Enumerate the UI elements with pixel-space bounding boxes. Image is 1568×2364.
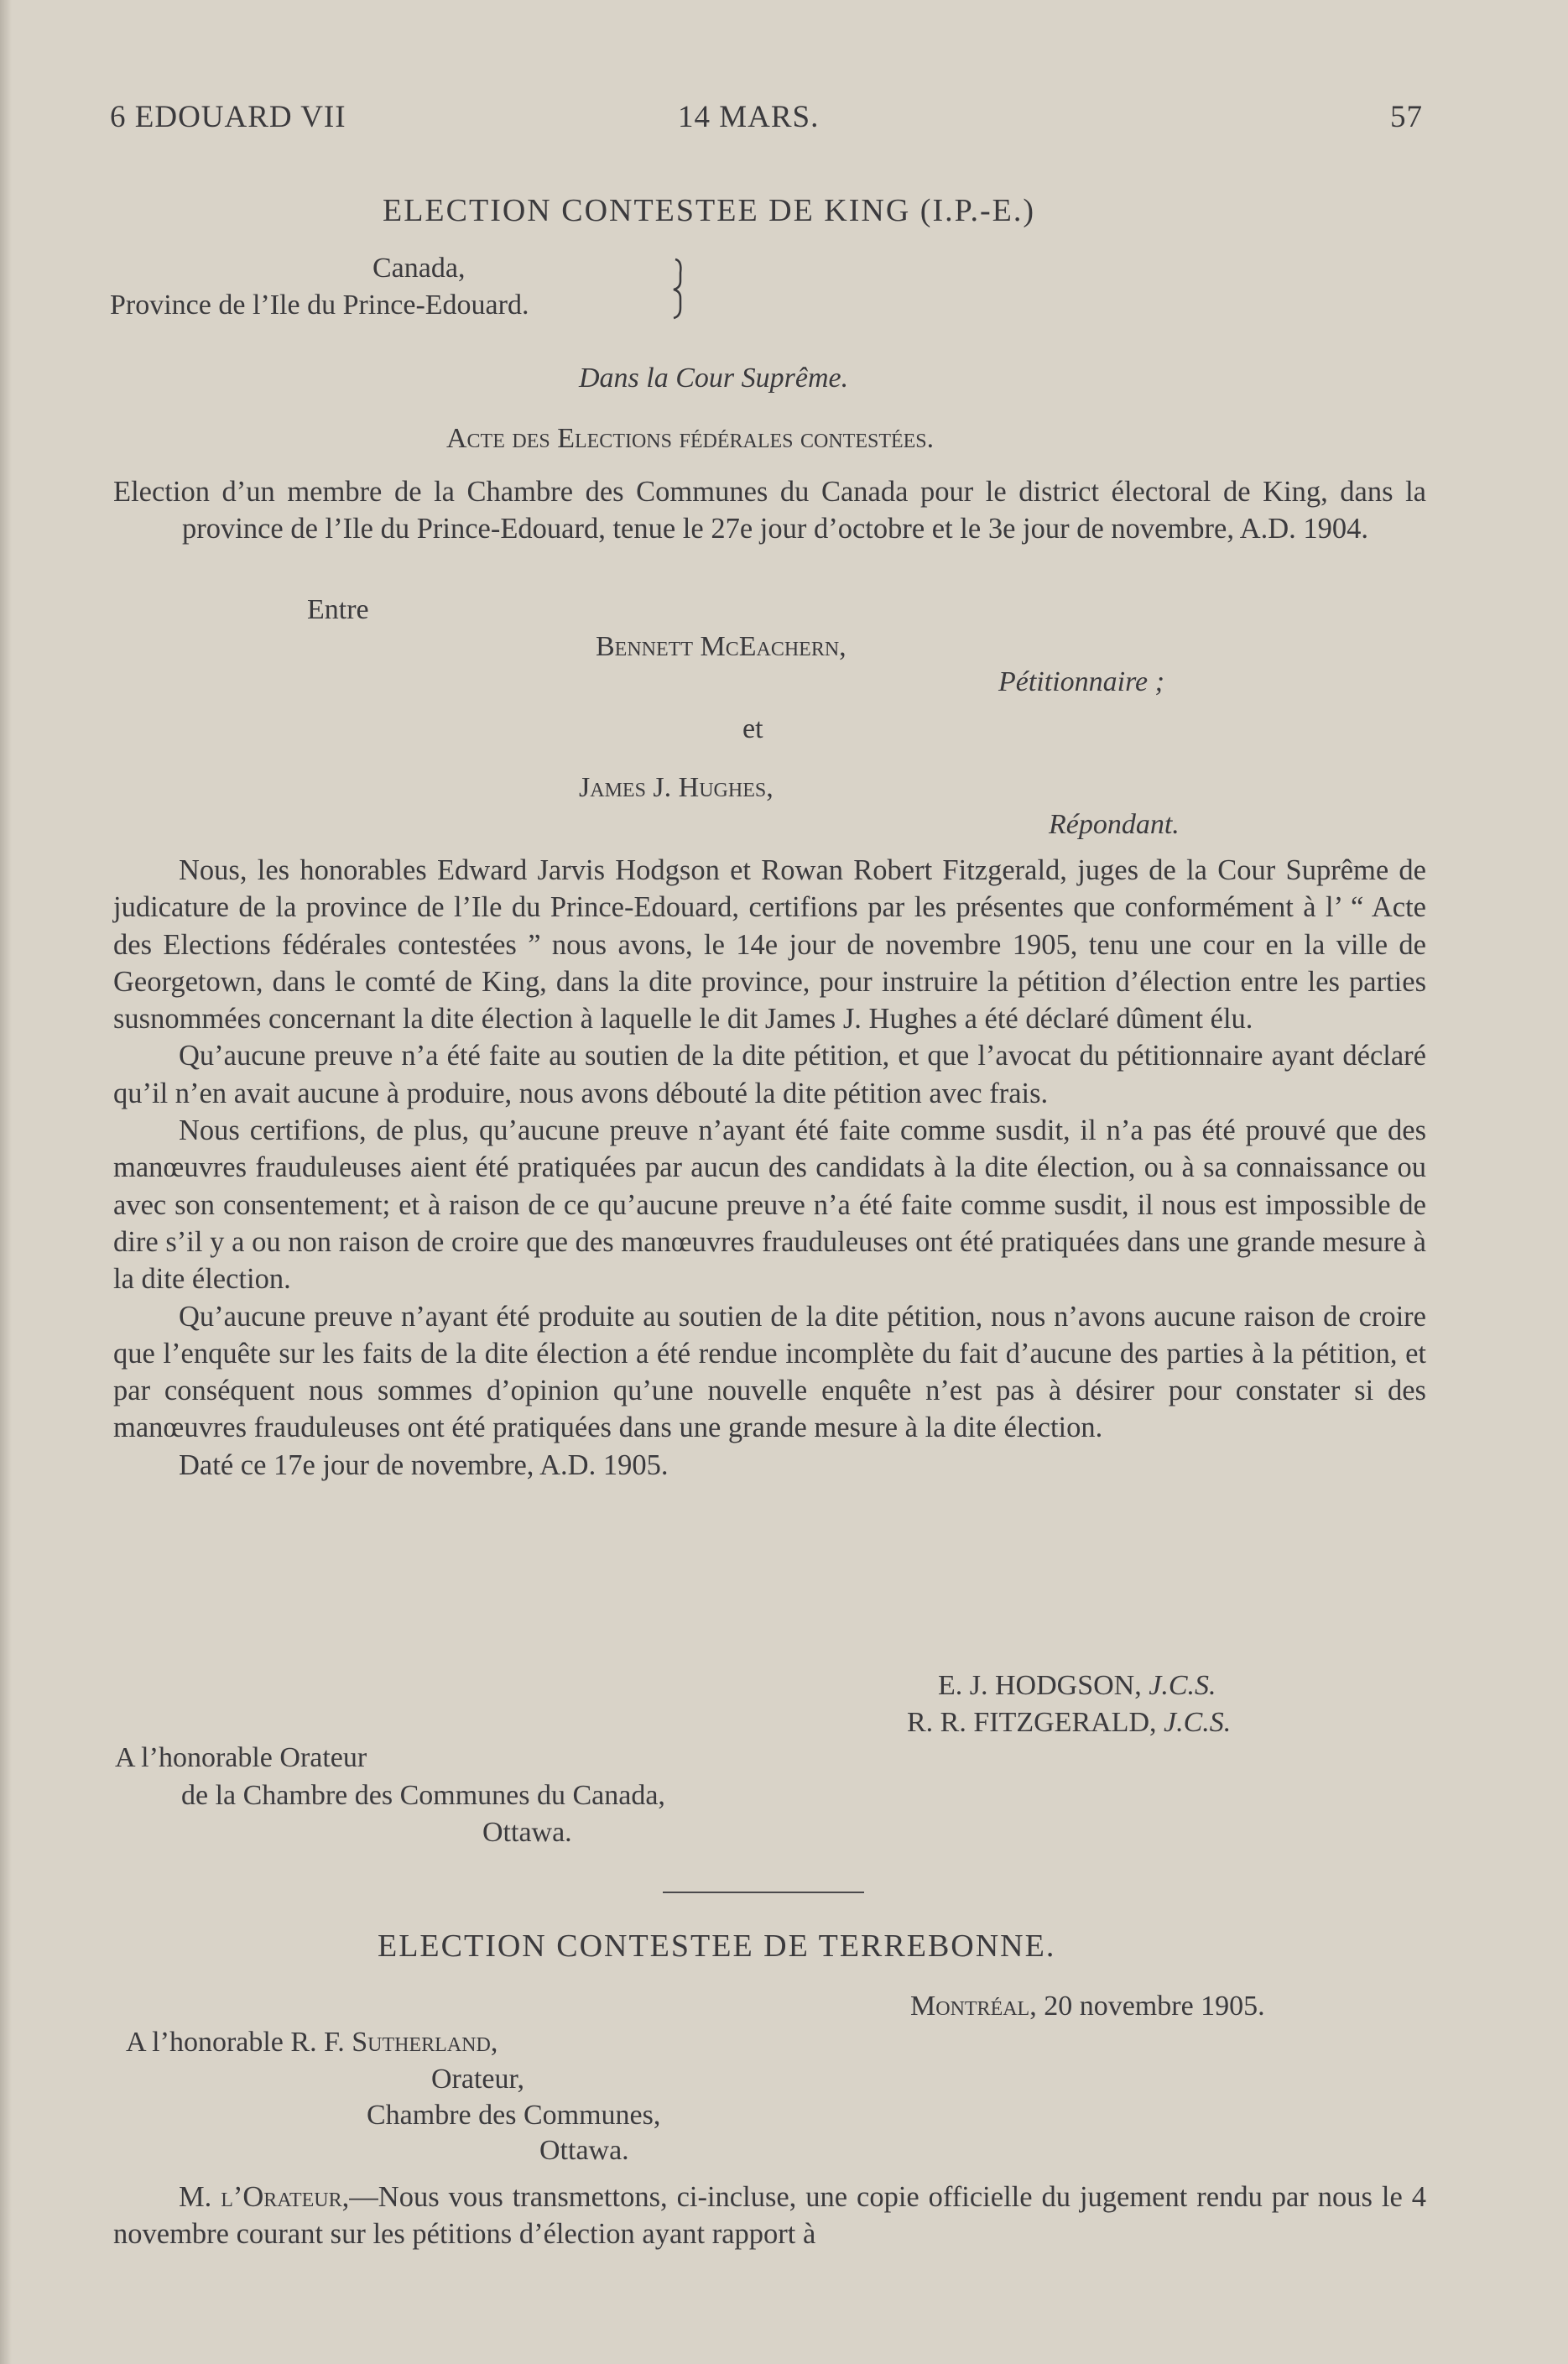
recipient-prefix: A l’honorable R. F.	[126, 2027, 345, 2058]
addressee-line1: A l’honorable Orateur	[115, 1742, 367, 1773]
paragraph-3: Nous certifions, de plus, qu’aucune preuve n’ayant été faite comme susdit, il n’a pas été prouvé que des manœuvres frauduleuses aient été pratiquées par aucun des candidats à la dite élection, ou à sa connaissance ou avec son consentement; et à raison de ce qu’aucune preuve n’a été faite comme susdit, il nous est impossible de dire s’il y a ou non raison de croire que des manœuvres frauduleuses ont été pratiquées dans une grande mesure à la dite élection.	[113, 1114, 1426, 1296]
venue-line1: Canada,	[372, 253, 466, 284]
recipient-line3: Chambre des Communes,	[367, 2100, 661, 2131]
between-label: Entre	[307, 594, 369, 625]
header-left: 6 EDOUARD VII	[110, 100, 346, 134]
signature-2	[907, 1707, 1231, 1739]
page-edge-shadow	[0, 0, 12, 2364]
recipient-line1	[126, 2027, 497, 2059]
salutation: M. l’Orateur,	[179, 2181, 350, 2213]
recipient-name: Sutherland,	[352, 2027, 498, 2058]
act-name: Acte des Elections fédérales contestées.	[446, 423, 935, 454]
and-label: et	[742, 713, 763, 744]
intro-paragraph-block	[113, 473, 1426, 548]
respondent-name: James J. Hughes,	[579, 772, 774, 803]
letter-place: Montréal,	[910, 1991, 1037, 2022]
signer2-name: R. R. FITZGERALD,	[907, 1707, 1157, 1738]
signer1-name: E. J. HODGSON,	[938, 1670, 1142, 1701]
petitioner-name: Bennett McEachern,	[596, 631, 847, 662]
paragraph-1: Nous, les honorables Edward Jarvis Hodgson et Rowan Robert Fitzgerald, juges de la Cour Suprême de judicature de la province de l’Ile du Prince-Edouard, certifions par les présentes que conformément à l’ “ Acte des Elections fédérales contestées ” nous avons, le 14e jour de novembre 1905, tenu une cour en la ville de Georgetown, dans le comté de King, dans la dite province, pour instruire la pétition d’élection entre les parties susnommées concernant la dite élection à laquelle le dit James J. Hughes a été déclaré dûment élu.	[113, 854, 1426, 1036]
section-divider	[663, 1892, 864, 1893]
signer1-title: J.C.S.	[1149, 1670, 1216, 1701]
venue-line2: Province de l’Ile du Prince-Edouard.	[110, 290, 529, 321]
header-center: 14 MARS.	[678, 100, 820, 134]
respondent-role: Répondant.	[1049, 809, 1180, 840]
signer2-title: J.C.S.	[1164, 1707, 1232, 1738]
intro-paragraph: Election d’un membre de la Chambre des Communes du Canada pour le district électoral de King, dans la province de l’Ile du Prince-Edouard, tenue le 27e jour d’octobre et le 3e jour de novembre, A.D. 1904.	[113, 476, 1426, 545]
section-title-king: ELECTION CONTESTEE DE KING (I.P.-E.)	[383, 193, 1036, 228]
petitioner-role: Pétitionnaire ;	[998, 666, 1164, 697]
recipient-line2: Orateur,	[431, 2064, 524, 2095]
addressee-line3: Ottawa.	[482, 1817, 572, 1848]
letter-paragraph-1	[113, 2179, 1426, 2253]
letter-text: —Nous vous transmettons, ci-incluse, une copie officielle du jugement rendu par nous le 4 novembre courant sur les pétitions d’élection ayant rapport à	[113, 2181, 1426, 2251]
page-number: 57	[1390, 100, 1423, 134]
place-date	[910, 1991, 1265, 2022]
dated-line: Daté ce 17e jour de novembre, A.D. 1905.	[179, 1448, 669, 1481]
judgment-text	[113, 852, 1426, 1484]
letter-body	[113, 2179, 1426, 2253]
brace-icon	[670, 256, 692, 320]
court-name: Dans la Cour Suprême.	[579, 363, 849, 394]
paragraph-4: Qu’aucune preuve n’ayant été produite au soutien de la dite pétition, nous n’avons aucune raison de croire que l’enquête sur les faits de la dite élection a été rendue incomplète du fait d’aucune des parties à la pétition, et par conséquent nous sommes d’opinion qu’une nouvelle enquête n’est pas à désirer pour constater si des manœuvres frauduleuses ont été pratiquées dans une grande mesure à la dite élection.	[113, 1300, 1426, 1444]
section-title-terrebonne: ELECTION CONTESTEE DE TERREBONNE.	[378, 1928, 1056, 1964]
paragraph-2: Qu’aucune preuve n’a été faite au soutien de la dite pétition, et que l’avocat du pétitionnaire ayant déclaré qu’il n’en avait aucune à produire, nous avons débouté la dite pétition avec frais.	[113, 1040, 1426, 1109]
addressee-line2: de la Chambre des Communes du Canada,	[181, 1780, 665, 1811]
letter-date: 20 novembre 1905.	[1044, 1991, 1265, 2022]
signature-1	[938, 1670, 1216, 1702]
recipient-line4: Ottawa.	[539, 2135, 629, 2166]
